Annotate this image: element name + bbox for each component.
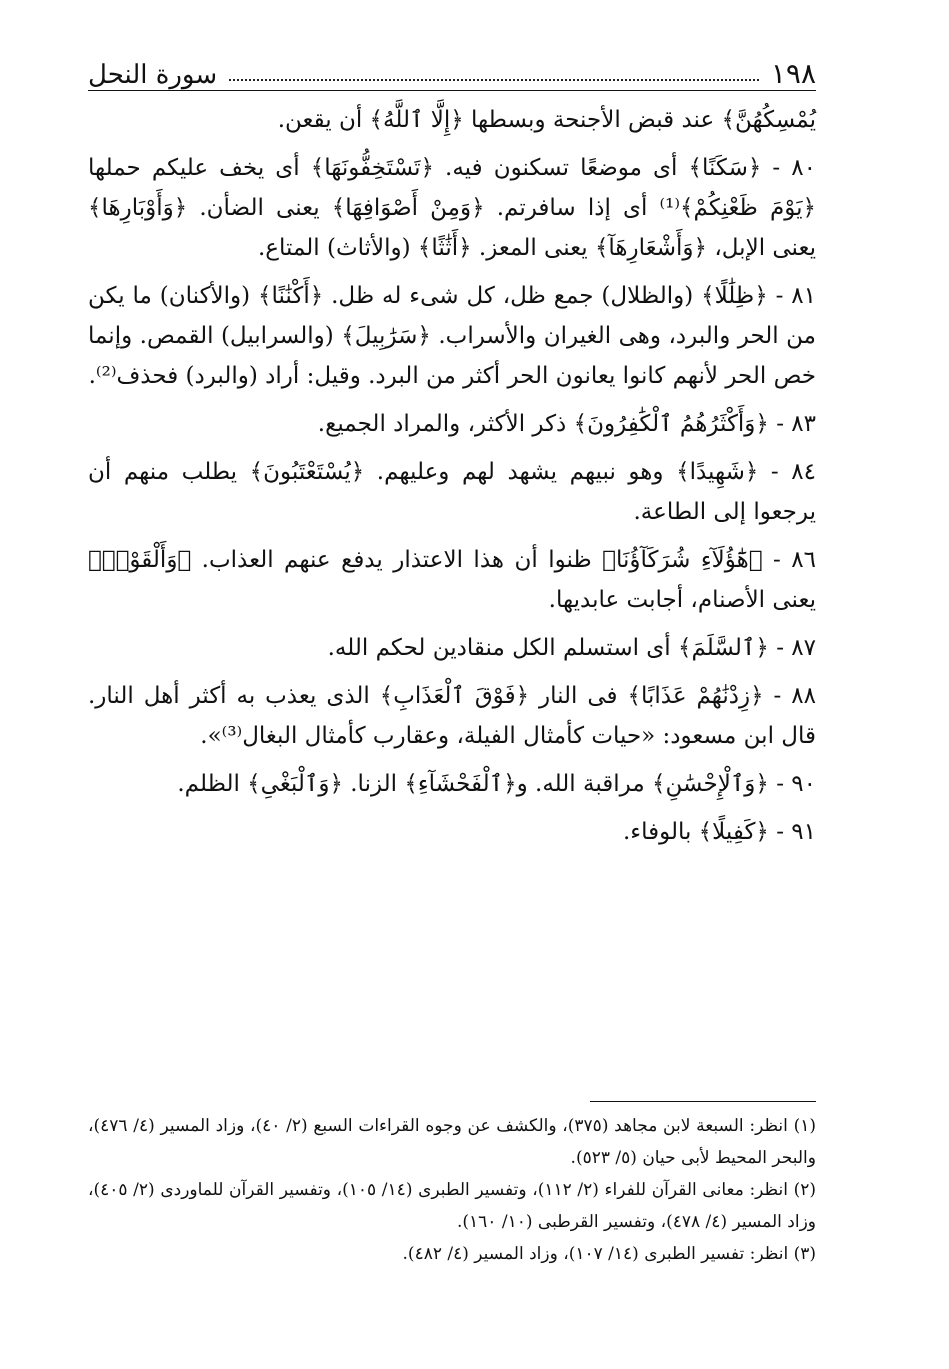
header-dotted-leader: [229, 79, 759, 81]
paragraph-verse-84: ٨٤ - ﴿شَهِيدًا﴾ وهو نبيهم يشهد لهم وعليهم. ﴿يُسْتَعْتَبُونَ﴾ يطلب منهم أن يرجعوا إلى الطاعة.: [88, 459, 816, 525]
footnotes: [88, 1110, 816, 1270]
commentary-body: [88, 100, 816, 860]
footnote-separator: [590, 1101, 816, 1102]
paragraph-verse-86: ٨٦ - ﴿هَٰٓؤُلَآءِ شُرَكَآؤُنَا﴾ ظنوا أن هذا الاعتذار يدفع عنهم العذاب. ﴿وَأَلْقَوْا۟﴾ يعنى الأصنام، أجابت عابديها.: [88, 547, 816, 613]
surah-title: سورة النحل: [88, 60, 218, 90]
paragraph-verse-88: ٨٨ - ﴿زِدْنَٰهُمْ عَذَابًا﴾ فى النار ﴿فَوْقَ ٱلْعَذَابِ﴾ الذى يعذب به أكثر أهل النار. قال ابن مسعود: «حيات كأمثال الفيلة، وعقارب كأمثال البغال⁽³⁾».: [88, 683, 816, 749]
paragraph-verse-91: ٩١ - ﴿كَفِيلًا﴾ بالوفاء.: [622, 819, 816, 845]
page-header: [88, 50, 816, 91]
footnote-3: (٣) انظر: تفسير الطبرى (١٤/ ١٠٧)، وزاد المسير (٤/ ٤٨٢).: [402, 1244, 816, 1264]
page-number: ١٩٨: [770, 57, 816, 90]
paragraph-verse-81: ٨١ - ﴿ظِلَٰلًا﴾ (والظلال) جمع ظل، كل شىء له ظل. ﴿أَكْنَٰنًا﴾ (والأكنان) ما يكن من الحر والبرد، وهى الغيران والأسراب. ﴿سَرَٰبِيلَ﴾ (والسرابيل) القمص. وإنما خص الحر لأنهم كانوا يعانون الحر أكثر من البرد. وقيل: أراد (والبرد) فحذف⁽²⁾.: [88, 283, 816, 389]
footnote-2: (٢) انظر: معانى القرآن للفراء (٢/ ١١٢)، وتفسير الطبرى (١٤/ ١٠٥)، وتفسير القرآن للماوردى (٢/ ٤٠٥)، وزاد المسير (٤/ ٤٧٨)، وتفسير القرطبى (١٠/ ١٦٠).: [88, 1180, 816, 1232]
paragraph-verse-90: ٩٠ - ﴿وَٱلْإِحْسَٰنِ﴾ مراقبة الله. و﴿ٱلْفَحْشَآءِ﴾ الزنا. ﴿وَٱلْبَغْىِ﴾ الظلم.: [177, 771, 816, 797]
paragraph-continuation: يُمْسِكُهُنَّ﴾ عند قبض الأجنحة وبسطها ﴿إِلَّا ٱللَّهُ﴾ أن يقعن.: [277, 107, 816, 133]
footnote-1: (١) انظر: السبعة لابن مجاهد (٣٧٥)، والكشف عن وجوه القراءات السبع (٢/ ٤٠)، وزاد المسير (٤/ ٤٧٦)، والبحر المحيط لأبى حيان (٥/ ٥٢٣).: [88, 1116, 816, 1168]
paragraph-verse-83: ٨٣ - ﴿وَأَكْثَرُهُمُ ٱلْكَٰفِرُونَ﴾ ذكر الأكثر، والمراد الجميع.: [317, 411, 816, 437]
paragraph-verse-87: ٨٧ - ﴿ٱلسَّلَمَ﴾ أى استسلم الكل منقادين لحكم الله.: [327, 635, 816, 661]
paragraph-verse-80: ٨٠ - ﴿سَكَنًا﴾ أى موضعًا تسكنون فيه. ﴿تَسْتَخِفُّونَهَا﴾ أى يخف عليكم حملها ﴿يَوْمَ ظَعْنِكُمْ﴾⁽¹⁾ أى إذا سافرتم. ﴿وَمِنْ أَصْوَافِهَا﴾ يعنى الضأن. ﴿وَأَوْبَارِهَا﴾ يعنى الإبل، ﴿وَأَشْعَارِهَآ﴾ يعنى المعز. ﴿أَثَٰثًا﴾ (والأثاث) المتاع.: [88, 155, 816, 261]
